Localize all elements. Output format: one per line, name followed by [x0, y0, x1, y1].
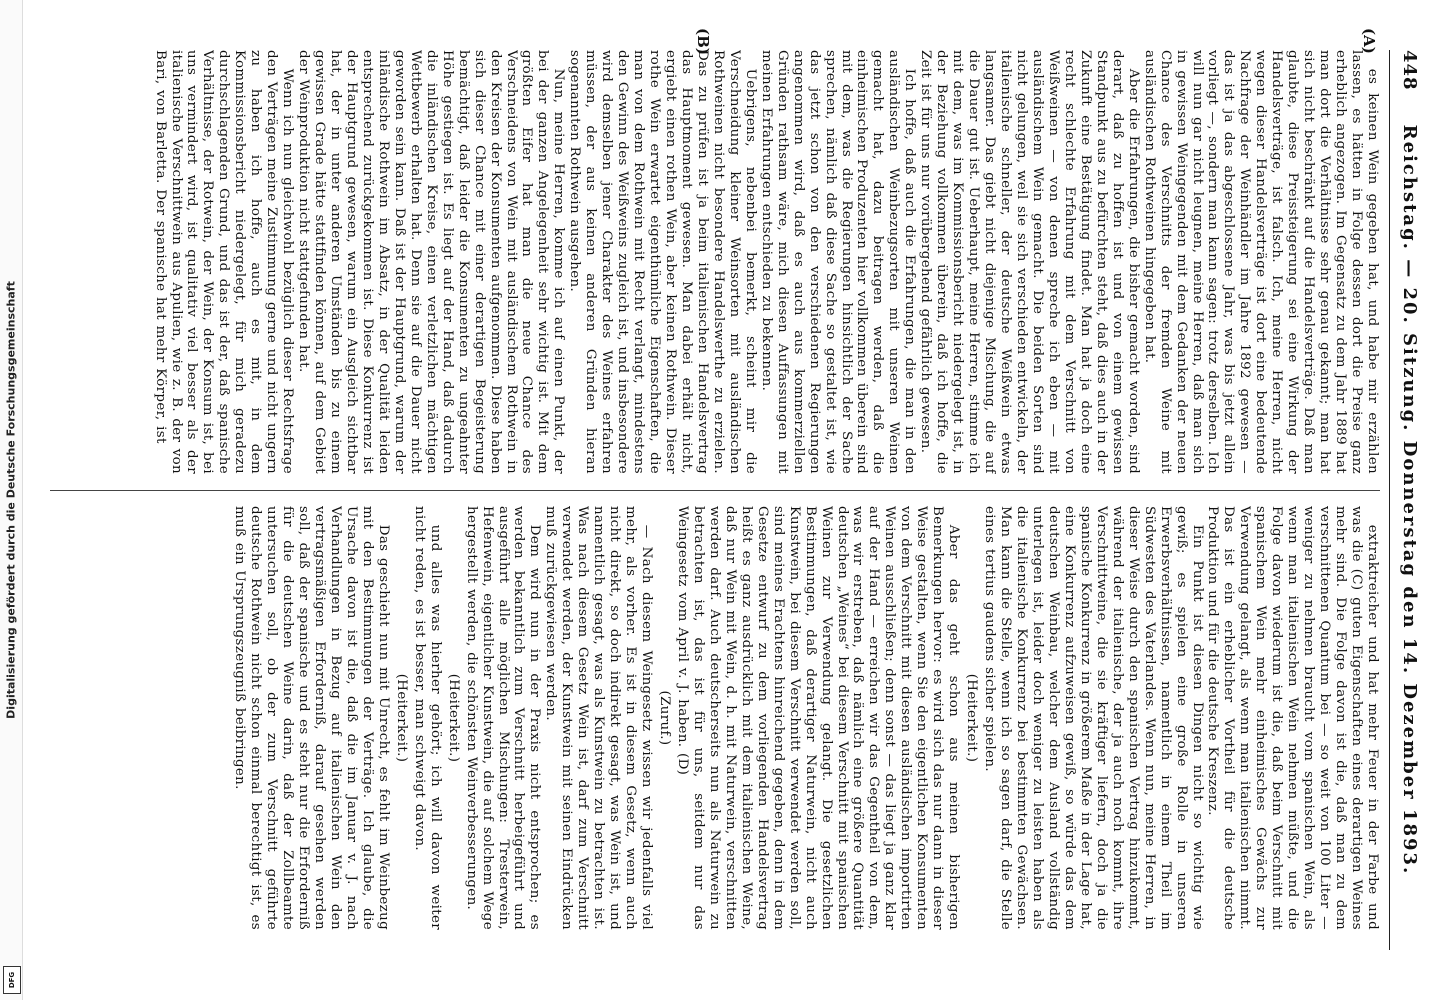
margin-mark-a: (A): [1360, 28, 1378, 54]
left-column-paragraph: Aber die Erfahrungen, die bisher gemacht worden, sind derart, daß zu hoffen ist und von einem gewissen Standpunkt aus zu befürchten steht, daß dies auch in der Zukunft eine Bestätigung findet. Man hat ja doch eine recht schlechte Erfahrung mit dem Verschnitt von Weißweinen — von denen spreche ich eben — mit ausländischem Wein gemacht. Die beiden Sorten sind nicht gelungen, weil sie sich verschieden entwickeln, der italienische schneller, der deutsche Weißwein etwas langsamer. Das giebt nicht diejenige Mischung, die auf die Dauer gut ist. Ueberhaupt, meine Herren, stimme ich mit dem, was im Kommissionsbericht niedergelegt ist, in der Beziehung vollkommen überein, daß ich hoffe, die Zeit ist für uns nur vorübergehend gefährlich gewesen.: [918, 50, 1141, 474]
dfg-logo: [3, 966, 21, 994]
left-column-paragraph: Wenn ich nun gleichwohl bezüglich dieser Rechtsfrage den Verträgen meine Zustimmung gerne und nicht ungern zu haben ich hoffe, auch es mit, in dem Kommissionsbericht niedergelegt, für mich geradezu durchschlagenden Grund, und das ist der, daß spanische Verhältnisse, der Rotwein, der Wein, der Konsum ist, bei uns vermindert wird, ist qualitativ viel besser als der italienische Verschnittwein aus Apulien, wie z. B. der von Bari, von Barletta. Der spanische hat mehr Körper, ist: [152, 50, 296, 474]
right-column-paragraph: (Heiterkeit.): [445, 673, 461, 763]
scanned-page: [32, 20, 1432, 980]
left-column: [50, 50, 1380, 474]
right-column-paragraph: Ein Punkt ist diesen Dingen nicht so wichtig wie gewiß; es spielen eine große Rolle in unseren Erwerbsverhältnissen, namentlich in einem Theil im Südwesten des Vaterlandes. Wenn nun, meine Herren, in dieser Weise durch den spanischen Vertrag hinzukommt, während der italienische, der ja auch noch kommt, ihre Verschnittweine, die sie kräftiger liefern, doch ja die spanische Konkurrenz in größerem Maße in der Lage hat, eine Konkurrenz aufzuweisen gewiß, so würde das dem deutschen Weinbau, welcher dem Ausland vollständig unterlegen ist, leider doch weniger zu leisten haben als die italienische Konkurrenz bei bestimmten Gewächsen. Man kann die Stelle, wenn ich so sagen darf, die Stelle eines tertius gaudens sicher spielen.: [982, 506, 1205, 930]
left-column-paragraph: Uebrigens, nebenbei bemerkt, scheint mir die Verschneidung kleiner Weinsorten mit ausländischen Rothweinen nicht besondere Handelswerthe zu erzielen. Das zu prüfen ist ja beim italienischen Handelsvertrag das Hauptmoment gewesen. Man dabei erhält nicht, ergiebt einen rothen Wein, aber keinen Rothwein. Dieser rothe Wein erwartet eigenthümliche Eigenschaften, die man von dem Rothwein mit Recht verlangt, mindestens den Gewinn des Weißweins zugleich ist, und insbesondere wird demselben jener Charakter des Weines erfahren müssen, der aus keinen anderen Gründen hieran sogenannten Rothwein ausgehen.: [567, 50, 758, 474]
page-number: 448: [1399, 50, 1420, 91]
page-header: [1389, 50, 1424, 950]
column-divider: [50, 490, 1380, 491]
right-column-paragraph: Dem wird nun in der Praxis nicht entsprochen; es werden bekanntlich zum Verschnitt herbeigeführt und ausgeführt alle möglichen Mischungen: Tresterwein, Hefenwein, eigentlicher Kunstwein, die auf solchem Wege hergestellt werden, die schönsten Weinverbesserungen.: [463, 506, 543, 930]
right-column-paragraph: (Heiterkeit.): [964, 673, 980, 763]
right-column-paragraph: Aber das geht schon aus meinen bisherigen Bemerkungen hervor: es wird sich das nur dann in dieser Weise gestalten, wenn Sie den eigentlichen Konsumenten von dem Verschnitt mit diesen ausländischen importirten Weinen ausschließen; denn sonst — das liegt ja ganz klar auf der Hand — erreichen wir das Gegentheil von dem, was wir erstreben, daß nämlich eine größere Quantität deutschen „Weines“ bei diesem Verschnitt mit spanischen Weinen zur Verwendung gelangt. Die gesetzlichen Bestimmungen, daß derartiger Naturwein, nicht auch Kunstwein, bei diesem Verschnitt verwendet werden soll, sind meines Erachtens hinreichend gegeben, denn in dem Gesetze entwurf zu dem vorliegenden Handelsvertrag heißt es ganz ausdrücklich mit dem italienischen Weine, daß nur Wein mit Wein, d. h. mit Naturwein, verschnitten werden darf. Auch deutscherseits nun als Naturwein zu betrachten ist, das ist für uns, seitdem nur das Weingesetz vom April v. J. haben. (D): [675, 506, 962, 930]
left-column-paragraph: Nun, meine Herren, komme ich auf einen Punkt, der bei der ganzen Angelegenheit sehr wichtig ist. Mit dem größten Eifer hat man die neue Chance des Verschneidens von Wein mit ausländischem Rothwein in den Kreisen der Konsumenten aufgenommen. Diese haben sich dieser Chance mit einer derartigen Begeisterung bemächtigt, daß leider die Konsumenten zu ungeahnter Höhe gestiegen ist. Es liegt auf der Hand, daß dadurch die inländischen Kreise, einen verletzlichen mächtigen Wettbewerb erhalten hat. Denn sie auf die Dauer nicht geworden sein kann. Daß ist der Hauptgrund, warum der inländische Rothwein im Absatz, in der Qualität leiden entsprechend zurückgekommen ist. Diese Konkurrenz ist der Hauptgrund gewesen, warum ein Ausgleich sichtbar hat, der in unter anderen Umständen bis zu einem gewissen Grade hätte stattfinden können, auf dem Gebiet der Weinproduktion nicht stattgefunden hat.: [296, 50, 567, 474]
right-column-paragraph: (Heiterkeit.): [393, 673, 409, 763]
dfg-logo-text: DFG: [8, 971, 16, 989]
right-column-paragraph: und alles was hierher gehört; ich will davon weiter nicht reden, es ist besser, man schweigt davon.: [411, 506, 443, 930]
right-column-paragraph: (Zuruf.): [657, 690, 673, 746]
left-column-paragraph: es keinen Wein gegeben hat, und habe mir erzählen lassen, es hätten in Folge dessen dort die Preise ganz erheblich angezogen. Im Gegensatz zu dem Jahr 1889 hat man dort die Verhältnisse sehr genau gekannt; man hat sich nicht beschränkt auf die Handelsverträge. Daß man glaubte, diese Preissteigerung sei eine Wirkung der Handelsverträge, ist falsch. Ich, meine Herren, nicht wegen dieser Handelsverträge ist dort eine bedeutende Nachfrage der Weinhändler im Jahre 1892 gewesen — das ist ja das abgeschlossene Jahr, was bis jetzt allein vorliegt —, sondern man kann sagen: trotz derselben. Ich will nun gar nicht leugnen, meine Herren, daß man sich in gewissen Weingegenden mit dem Gedanken der neuen Chance des Verschnitts der fremden Weine mit ausländischen Rothweinen hingegeben hat.: [1141, 50, 1380, 474]
right-column: [50, 506, 1380, 930]
header-title: Reichstag. — 20. Sitzung. Donnerstag den 14. Dezember 1893.: [1399, 124, 1420, 876]
funding-sideline: [0, 0, 23, 1000]
funding-notice: Digitalisierung gefördert durch die Deutsche Forschungsgemeinschaft: [4, 281, 18, 719]
left-column-paragraph: Ich hoffe, daß auch die Erfahrungen, die man in den ausländischen Weinbezugsorten mit unseren Weinen gemacht hat, dazu beitragen werden, daß die einheimischen Produzenten hier vollkommen überein sind mit dem, was die Regierungen hinsichtlich der Sache sprechen, nämlich daß diese Sache so gestaltet ist, wie das jetzt schon von den verschiedenen Regierungen angenommen wird, daß es auch aus kommerziellen Gründen rathsam wäre, mich diesen Auffassungen mit meinen Erfahrungen entschieden zu bekennen.: [758, 50, 918, 474]
right-column-paragraph: Das geschieht nun mit Unrecht, es fehlt im Weinbezug mit den Bestimmungen der Verträge. Ich glaube, die Ursache davon ist die, daß die im Januar v. J. nach Verhandlungen in Bezug auf italienischen Wein den vertragsmäßigen Erforderniß, darauf gesehen werden soll, daß der spanische und es steht nur die Erforderniß für die deutschen Weine darin, daß der Zollbeamte untersuchen soll, ob der zum Verschnitt geführte deutsche Rothwein nicht schon einmal berechtigt ist, es muß ein Ursprungszeugniß beibringen.: [232, 506, 391, 930]
margin-mark-b: (B): [694, 28, 712, 55]
right-column-paragraph: extraktreicher und hat mehr Feuer in der Farbe und was die (C) guten Eigenschaften eines derartigen Weines mehr sind. Die Folge davon ist die, daß man zu dem verschnittenen Quantum bei — so weit von 100 Liter — weniger zu nehmen braucht vom spanischen Wein, als wenn man italienischen Wein nehmen müßte, und die Folge davon wiederum ist die, daß beim Verschnitt mit spanischem Wein mehr einheimisches Gewächs zur Verwendung gelangt, als wenn man italienischen nimmt. Das ist ein erheblicher Vortheil für die deutsche Produktion und für die deutsche Kreszenz.: [1205, 506, 1380, 930]
right-column-paragraph: — Nach diesem Weingesetz wissen wir jedenfalls viel mehr, als vorher. Es ist in diesem Gesetz, wenn auch nicht direkt, so doch indirekt gesagt, was Wein ist, und namentlich gesagt, was als Kunstwein zu betrachten ist. Was nach diesem Gesetz Wein ist, darf zum Verschnitt verwendet werden, der Kunstwein mit seinen Eindrücken muß zurückgewiesen werden.: [543, 506, 655, 930]
